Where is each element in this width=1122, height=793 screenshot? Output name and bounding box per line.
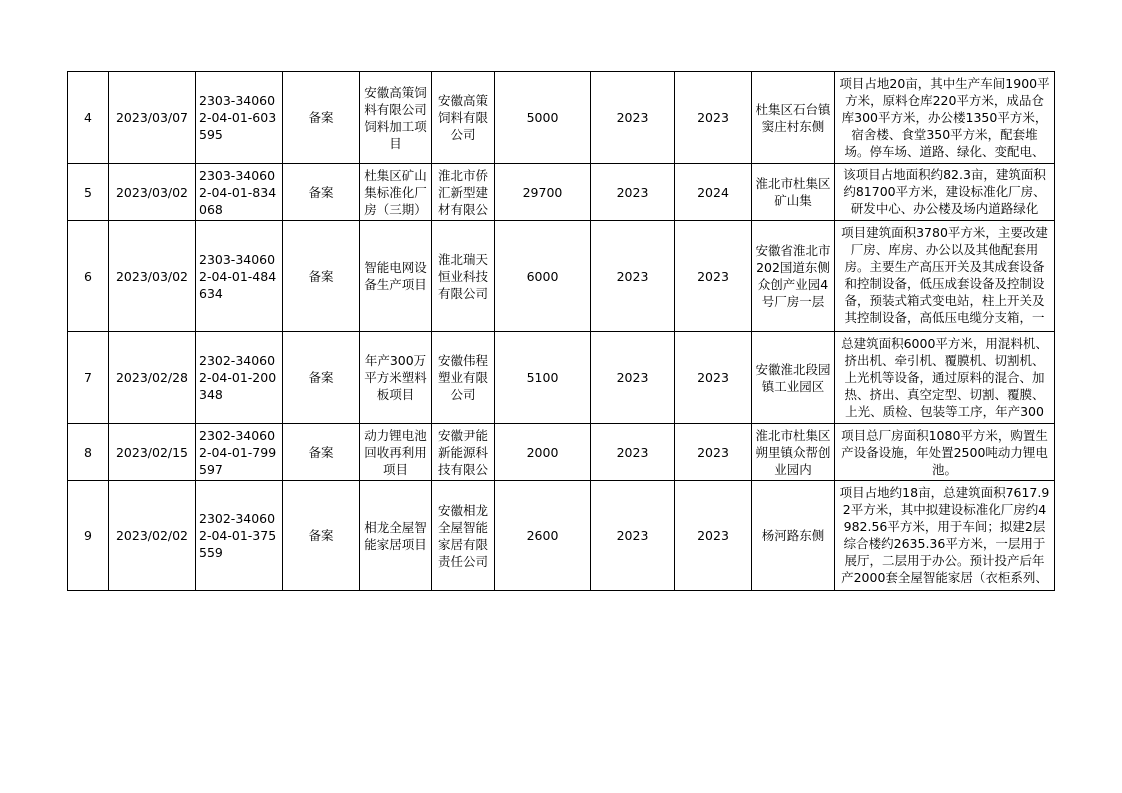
table-row (68, 221, 1055, 332)
location: 杜集区石台镇窦庄村东侧 (752, 72, 835, 164)
project-content (835, 424, 1055, 481)
start-year: 2023 (591, 221, 675, 332)
row-number: 7 (68, 332, 109, 424)
project-code: 2302-340602-04-01-200348 (196, 332, 283, 424)
row-date: 2023/02/02 (109, 481, 196, 591)
investment: 5100 (495, 332, 591, 424)
end-year: 2023 (675, 332, 752, 424)
company-name: 安徽高策饲料有限公司 (432, 72, 495, 164)
approval-type: 备案 (283, 332, 360, 424)
project-content-text: 项目建筑面积3780平方米，主要改建厂房、库房、办公以及其他配套用房。主要生产高压开关及其成套设备和控制设备，低压成套设备及控制设备，预装式箱式变电站，柱上开关及其控制设备，高低压电缆分支箱，一 (841, 225, 1048, 325)
start-year: 2023 (591, 164, 675, 221)
project-table (67, 71, 1055, 591)
row-number: 8 (68, 424, 109, 481)
approval-type: 备案 (283, 164, 360, 221)
location: 淮北市杜集区朔里镇众帮创业园内 (752, 424, 835, 481)
investment: 2000 (495, 424, 591, 481)
approval-type: 备案 (283, 72, 360, 164)
table-body (68, 72, 1055, 591)
row-number: 5 (68, 164, 109, 221)
row-date: 2023/03/07 (109, 72, 196, 164)
company-name: 安徽伟程塑业有限公司 (432, 332, 495, 424)
project-content (835, 164, 1055, 221)
project-name: 相龙全屋智能家居项目 (360, 481, 432, 591)
investment: 6000 (495, 221, 591, 332)
end-year: 2023 (675, 221, 752, 332)
project-content (835, 332, 1055, 424)
project-content (835, 481, 1055, 591)
row-date: 2023/03/02 (109, 164, 196, 221)
end-year: 2023 (675, 481, 752, 591)
table-row (68, 72, 1055, 164)
project-code: 2303-340602-04-01-834068 (196, 164, 283, 221)
project-content-text: 总建筑面积6000平方米，用混料机、挤出机、牵引机、覆膜机、切割机、上光机等设备，通过原料的混合、加热、挤出、真空定型、切割、覆膜、上光、质检、包装等工序，年产300 (841, 335, 1048, 419)
row-date: 2023/03/02 (109, 221, 196, 332)
project-name: 智能电网设备生产项目 (360, 221, 432, 332)
project-content-text: 项目总厂房面积1080平方米，购置生产设备设施，年处置2500吨动力锂电池。 (841, 427, 1048, 477)
project-name: 年产300万平方米塑料板项目 (360, 332, 432, 424)
project-name: 安徽高策饲料有限公司饲料加工项目 (360, 72, 432, 164)
table-row (68, 332, 1055, 424)
investment: 5000 (495, 72, 591, 164)
table-row (68, 424, 1055, 481)
location: 安徽省淮北市202国道东侧众创产业园4号厂房一层 (752, 221, 835, 332)
project-code: 2303-340602-04-01-603595 (196, 72, 283, 164)
location: 安徽淮北段园镇工业园区 (752, 332, 835, 424)
investment: 29700 (495, 164, 591, 221)
row-number: 6 (68, 221, 109, 332)
location: 杨河路东侧 (752, 481, 835, 591)
project-content-text: 项目占地约18亩，总建筑面积7617.92平方米，其中拟建设标准化厂房约4982.56平方米，用于车间；拟建2层综合楼约2635.36平方米，一层用于展厅，二层用于办公。预计投产后年产2000套全屋智能家居（衣柜系列、 (839, 484, 1050, 585)
end-year: 2024 (675, 164, 752, 221)
row-number: 4 (68, 72, 109, 164)
project-name: 杜集区矿山集标准化厂房（三期） (360, 164, 432, 221)
row-date: 2023/02/28 (109, 332, 196, 424)
project-code: 2302-340602-04-01-799597 (196, 424, 283, 481)
start-year: 2023 (591, 332, 675, 424)
row-number: 9 (68, 481, 109, 591)
approval-type: 备案 (283, 424, 360, 481)
project-content-text: 项目占地20亩，其中生产车间1900平方米，原料仓库220平方米，成品仓库300平方米，办公楼1350平方米，宿舍楼、食堂350平方米，配套堆场。停车场、道路、绿化、变配电、 (839, 75, 1050, 159)
start-year: 2023 (591, 72, 675, 164)
project-content (835, 72, 1055, 164)
approval-type: 备案 (283, 221, 360, 332)
start-year: 2023 (591, 424, 675, 481)
company-name: 安徽相龙全屋智能家居有限责任公司 (432, 481, 495, 591)
end-year: 2023 (675, 72, 752, 164)
investment: 2600 (495, 481, 591, 591)
end-year: 2023 (675, 424, 752, 481)
approval-type: 备案 (283, 481, 360, 591)
table-row (68, 481, 1055, 591)
start-year: 2023 (591, 481, 675, 591)
project-content (835, 221, 1055, 332)
project-content-text: 该项目占地面积约82.3亩，建筑面积约81700平方米，建设标准化厂房、研发中心、办公楼及场内道路绿化 (843, 167, 1046, 216)
company-name: 淮北瑞天恒业科技有限公司 (432, 221, 495, 332)
table-row (68, 164, 1055, 221)
row-date: 2023/02/15 (109, 424, 196, 481)
company-name: 安徽尹能新能源科技有限公 (432, 424, 495, 481)
company-name: 淮北市侨汇新型建材有限公 (432, 164, 495, 221)
project-code: 2302-340602-04-01-375559 (196, 481, 283, 591)
location: 淮北市杜集区矿山集 (752, 164, 835, 221)
project-code: 2303-340602-04-01-484634 (196, 221, 283, 332)
project-name: 动力锂电池回收再利用项目 (360, 424, 432, 481)
